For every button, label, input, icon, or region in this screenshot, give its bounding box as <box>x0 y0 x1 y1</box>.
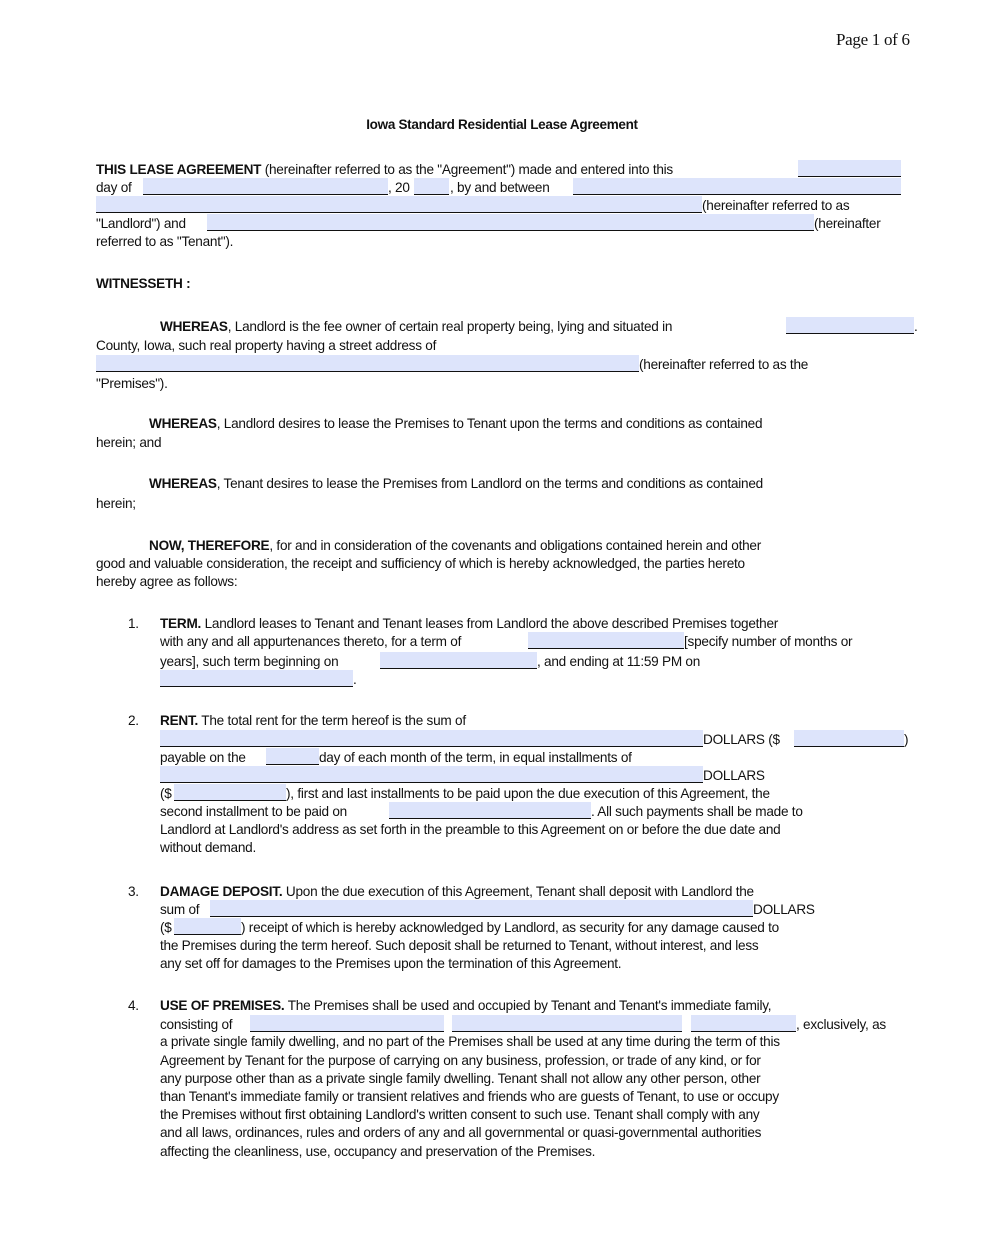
deposit-line-2a: sum of <box>160 902 200 917</box>
now-therefore-line-2: good and valuable consideration, the receipt and sufficiency of which is hereby acknowledged, the parties hereto <box>96 556 745 571</box>
whereas-2-line-2: herein; and <box>96 435 162 450</box>
deposit-number: 3. <box>128 884 139 899</box>
rent-line-5b: ), first and last installments to be paid upon the due execution of this Agreement, the <box>286 786 770 801</box>
term-line-3a: years], such term beginning on <box>160 654 339 669</box>
whereas-1-line-2: County, Iowa, such real property having a street address of <box>96 338 437 353</box>
whereas-1-period: . <box>914 319 918 334</box>
deposit-words-field[interactable] <box>210 900 753 917</box>
use-line-7: the Premises without first obtaining Landlord's written consent to such use. Tenant shall comply with any <box>160 1107 760 1122</box>
rent-line-2a: DOLLARS ($ <box>703 732 780 747</box>
term-begin-field[interactable] <box>380 652 537 669</box>
landlord-name-field-2[interactable] <box>96 196 702 213</box>
use-line-8: and all laws, ordinances, rules and orders of any and all governmental or quasi-governmental authorities <box>160 1125 762 1140</box>
preamble-line-1: THIS LEASE AGREEMENT (hereinafter referred to as the "Agreement") made and entered into this <box>96 162 673 177</box>
preamble-line-3: (hereinafter referred to as <box>702 198 850 213</box>
deposit-line-3b: ) receipt of which is hereby acknowledged by Landlord, as security for any damage caused to <box>241 920 779 935</box>
use-line-1: USE OF PREMISES. The Premises shall be used and occupied by Tenant and Tenant's immediate family, <box>160 998 772 1013</box>
term-line-4: . <box>353 672 357 687</box>
witnesseth-heading: WITNESSETH : <box>96 276 191 291</box>
tenant-name-field[interactable] <box>207 214 814 231</box>
deposit-line-3a: ($ <box>160 920 172 935</box>
installment-amount-field[interactable] <box>174 784 286 801</box>
preamble-line-2a: day of <box>96 180 132 195</box>
term-length-field[interactable] <box>528 632 684 649</box>
second-installment-date-field[interactable] <box>389 802 591 819</box>
rent-line-6b: . All such payments shall be made to <box>591 804 803 819</box>
deposit-amount-field[interactable] <box>174 918 241 935</box>
deposit-line-2b: DOLLARS <box>753 902 815 917</box>
term-number: 1. <box>128 616 139 631</box>
landlord-name-field-1[interactable] <box>573 178 901 195</box>
use-line-9: affecting the cleanliness, use, occupancy and preservation of the Premises. <box>160 1144 596 1159</box>
rent-line-3b: day of each month of the term, in equal installments of <box>319 750 632 765</box>
agreement-month-day-field[interactable] <box>143 178 388 195</box>
street-address-field[interactable] <box>96 355 639 372</box>
whereas-1-line-4: "Premises"). <box>96 376 168 391</box>
now-therefore-line-3: hereby agree as follows: <box>96 574 238 589</box>
family-member-field-1[interactable] <box>250 1015 444 1032</box>
document-title: Iowa Standard Residential Lease Agreement <box>366 117 638 132</box>
use-number: 4. <box>128 998 139 1013</box>
use-line-5: any purpose other than as a private single family dwelling. Tenant shall not allow any other person, other <box>160 1071 761 1086</box>
rent-line-1: RENT. The total rent for the term hereof is the sum of <box>160 713 466 728</box>
total-rent-amount-field[interactable] <box>794 730 904 747</box>
agreement-year-field[interactable] <box>414 178 449 195</box>
whereas-1-line-1: WHEREAS, Landlord is the fee owner of certain real property being, lying and situated in <box>160 319 673 334</box>
rent-number: 2. <box>128 713 139 728</box>
deposit-line-1: DAMAGE DEPOSIT. Upon the due execution of this Agreement, Tenant shall deposit with Landlord the <box>160 884 754 899</box>
use-line-2a: consisting of <box>160 1017 233 1032</box>
term-line-3b: , and ending at 11:59 PM on <box>537 654 701 669</box>
rent-line-5a: ($ <box>160 786 172 801</box>
installment-words-field[interactable] <box>160 766 703 783</box>
rent-line-3a: payable on the <box>160 750 246 765</box>
county-field[interactable] <box>786 317 914 334</box>
deposit-line-4: the Premises during the term hereof. Such deposit shall be returned to Tenant, without interest, and less <box>160 938 759 953</box>
deposit-line-5: any set off for damages to the Premises upon the termination of this Agreement. <box>160 956 622 971</box>
whereas-2-line-1: WHEREAS, Landlord desires to lease the Premises to Tenant upon the terms and conditions as contained <box>149 416 763 431</box>
term-line-2a: with any and all appurtenances thereto, for a term of <box>160 634 462 649</box>
term-end-field[interactable] <box>160 670 353 687</box>
whereas-1-line-3: (hereinafter referred to as the <box>639 357 809 372</box>
preamble-line-4a: "Landlord") and <box>96 216 186 231</box>
whereas-3-line-2: herein; <box>96 496 136 511</box>
now-therefore-line-1: NOW, THEREFORE, for and in consideration of the covenants and obligations contained herein and other <box>149 538 762 553</box>
term-line-1: TERM. Landlord leases to Tenant and Tenant leases from Landlord the above described Premises together <box>160 616 779 631</box>
family-member-field-3[interactable] <box>691 1015 796 1032</box>
agreement-day-field[interactable] <box>798 160 901 177</box>
rent-line-8: without demand. <box>160 840 256 855</box>
use-line-6: than Tenant's immediate family or transient relatives and friends who are guests of Tenant, to use or occupy <box>160 1089 779 1104</box>
preamble-line-5: referred to as "Tenant"). <box>96 234 234 249</box>
rent-line-6a: second installment to be paid on <box>160 804 347 819</box>
rent-line-7: Landlord at Landlord's address as set forth in the preamble to this Agreement on or before the due date and <box>160 822 781 837</box>
preamble-line-2c: , by and between <box>450 180 550 195</box>
whereas-3-line-1: WHEREAS, Tenant desires to lease the Premises from Landlord on the terms and conditions as contained <box>149 476 763 491</box>
rent-line-4: DOLLARS <box>703 768 765 783</box>
family-member-field-2[interactable] <box>452 1015 682 1032</box>
preamble-line-4b: (hereinafter <box>814 216 881 231</box>
preamble-line-2b: , 20 <box>388 180 410 195</box>
use-line-4: Agreement by Tenant for the purpose of carrying on any business, profession, or trade of any kind, or for <box>160 1053 761 1068</box>
page-indicator: Page 1 of 6 <box>836 30 910 49</box>
total-rent-words-field[interactable] <box>160 730 703 747</box>
rent-line-2b: ) <box>904 732 909 747</box>
use-line-2b: , exclusively, as <box>796 1017 886 1032</box>
use-line-3: a private single family dwelling, and no part of the Premises shall be used at any time during the term of this <box>160 1034 780 1049</box>
payment-day-field[interactable] <box>266 748 319 765</box>
term-line-2b: [specify number of months or <box>684 634 853 649</box>
